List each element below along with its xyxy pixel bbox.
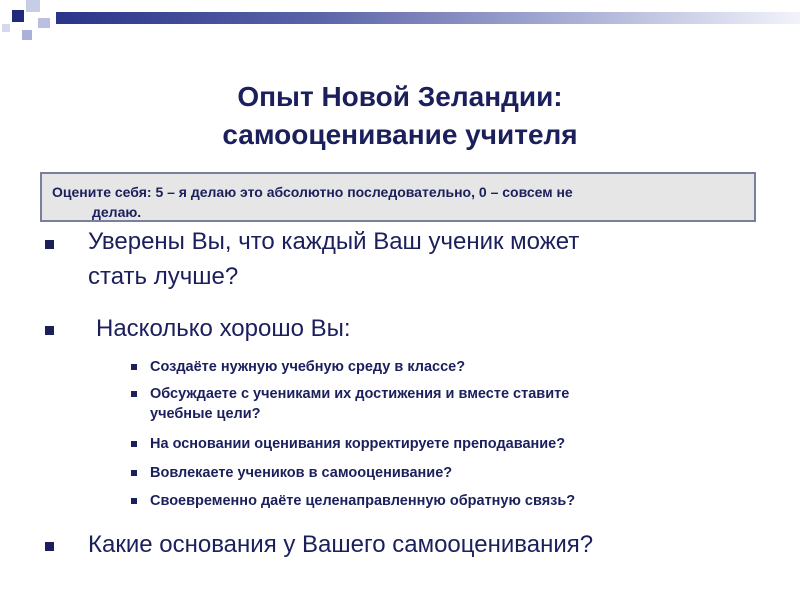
decor-square <box>2 24 10 32</box>
sub-item: Своевременно даёте целенаправленную обратную связь? <box>150 493 576 509</box>
sub-item-continuation: учебные цели? <box>150 406 261 422</box>
bullet-1-line-1: Уверены Вы, что каждый Ваш ученик может <box>88 228 580 255</box>
decor-square <box>12 10 24 22</box>
decor-square <box>22 30 32 40</box>
bullet-marker <box>45 542 54 551</box>
slide-title <box>0 78 800 154</box>
bullet-marker <box>45 240 54 249</box>
bullet-3: Какие основания у Вашего самооценивания? <box>88 531 594 558</box>
sub-bullet-marker <box>131 391 137 397</box>
decor-square <box>38 18 50 28</box>
sub-item: Вовлекаете учеников в самооценивание? <box>150 465 453 481</box>
header-gradient-bar <box>56 12 800 24</box>
sub-item: Обсуждаете с учениками их достижения и вместе ставите <box>150 386 570 402</box>
bullet-1-line-2: стать лучше? <box>88 263 239 290</box>
sub-item: Создаёте нужную учебную среду в классе? <box>150 359 466 375</box>
instruction-line-1: Оцените себя: 5 – я делаю это абсолютно последовательно, 0 – совсем не <box>52 184 573 200</box>
sub-bullet-marker <box>131 470 137 476</box>
sub-bullet-marker <box>131 441 137 447</box>
decor-square <box>26 0 40 12</box>
instruction-line-2: делаю. <box>92 204 142 220</box>
sub-bullet-marker <box>131 364 137 370</box>
sub-item: На основании оценивания корректируете преподавание? <box>150 436 566 452</box>
instruction-box <box>40 172 756 222</box>
title-line-1: Опыт Новой Зеландии: <box>237 81 563 112</box>
bullet-marker <box>45 326 54 335</box>
title-line-2: самооценивание учителя <box>222 119 578 150</box>
bullet-2: Насколько хорошо Вы: <box>96 315 351 342</box>
sub-bullet-marker <box>131 498 137 504</box>
